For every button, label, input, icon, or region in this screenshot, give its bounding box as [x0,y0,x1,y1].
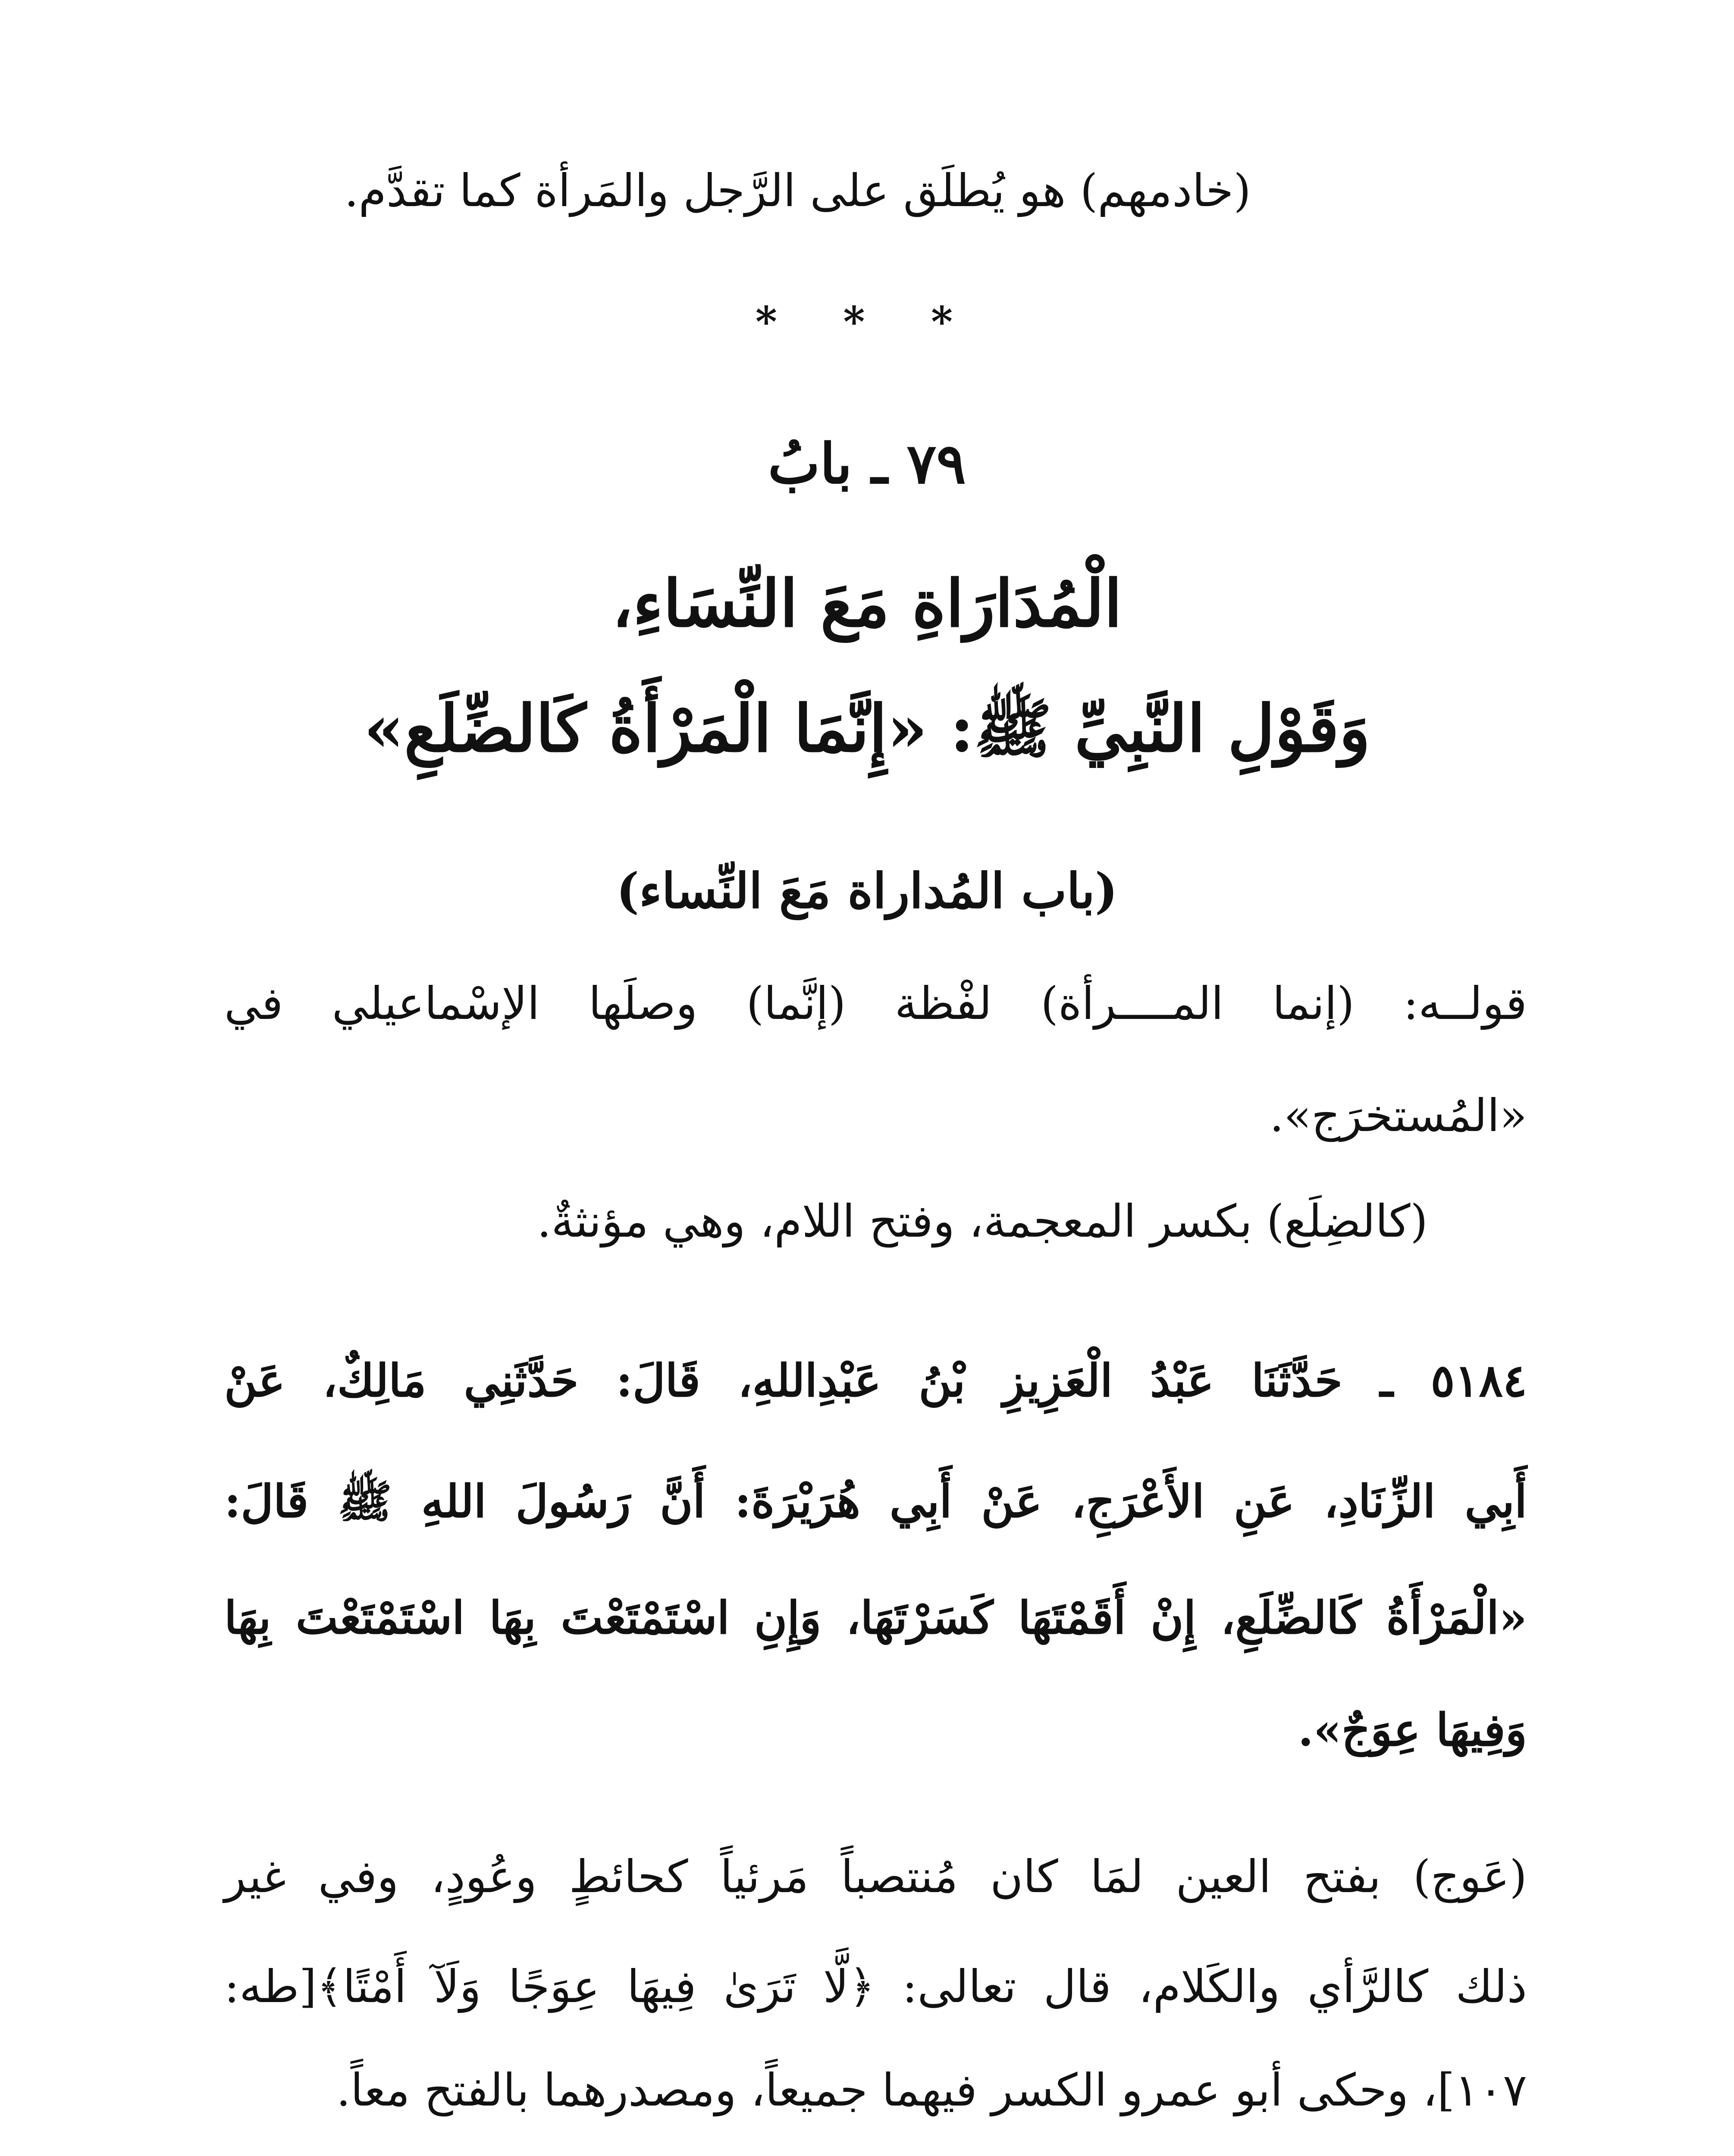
hadith-line4: وَفِيهَا عِوَجٌ». [1298,1703,1527,1756]
top-line: (خادمهم) هو يُطلَق على الرَّجل والمَرأة كما تقدَّم. [344,164,1251,217]
hadith-line2: أَبِي الزِّنَادِ، عَنِ الأَعْرَجِ، عَنْ أَبِي هُرَيْرَةَ: أَنَّ رَسُولَ اللهِ ﷺ قَالَ: [224,1475,1527,1528]
commentary-1-line3: (كالضِلَع) بكسر المعجمة، وفتح اللام، وهي مؤنثةٌ. [537,1195,1428,1247]
commentary-1-line1: قولــه: (إنما المــــرأة) لفْظة (إنَّما) وصلَها الإسْماعيلي في [224,977,1527,1030]
hadith-line3: «الْمَرْأَةُ كَالضِّلَعِ، إِنْ أَقَمْتَهَا كَسَرْتَهَا، وَإِنِ اسْتَمْتَعْتَ بِهَا اسْتَمْتَعْتَ بِهَا [224,1591,1527,1644]
separator-stars: * * * [755,298,979,346]
hadith-line1: ٥١٨٤ ـ حَدَّثَنَا عَبْدُ الْعَزِيزِ بْنُ عَبْدِاللهِ، قَالَ: حَدَّثَنِي مَالِكٌ، عَنْ [224,1354,1527,1407]
chapter-number: ٧٩ ـ بابُ [768,432,966,496]
chapter-title-line2: وَقَوْلِ النَّبِيِّ ﷺ: «إِنَّمَا الْمَرْأَةُ كَالضِّلَعِ» [364,691,1370,767]
commentary-2-line2: ذلك كالرَّأي والكَلام، قال تعالى: ﴿لَّا تَرَىٰ فِيهَا عِوَجًا وَلَآ أَمْتًا﴾[طه: [224,1960,1527,2013]
chapter-title-line1: الْمُدَارَاةِ مَعَ النِّسَاءِ، [612,566,1122,642]
subheading: (باب المُداراة مَعَ النِّساء) [616,863,1118,919]
commentary-2-line1: (عَوج) بفتح العين لمَا كان مُنتصباً مَرئياً كحائطٍ وعُودٍ، وفي غير [224,1850,1527,1903]
commentary-2-line3: ١٠٧]، وحكى أبو عمرو الكسر فيهما جميعاً، ومصدرهما بالفتح معاً. [336,2064,1527,2116]
commentary-1-line2: «المُستخرَج». [1270,1089,1527,1142]
